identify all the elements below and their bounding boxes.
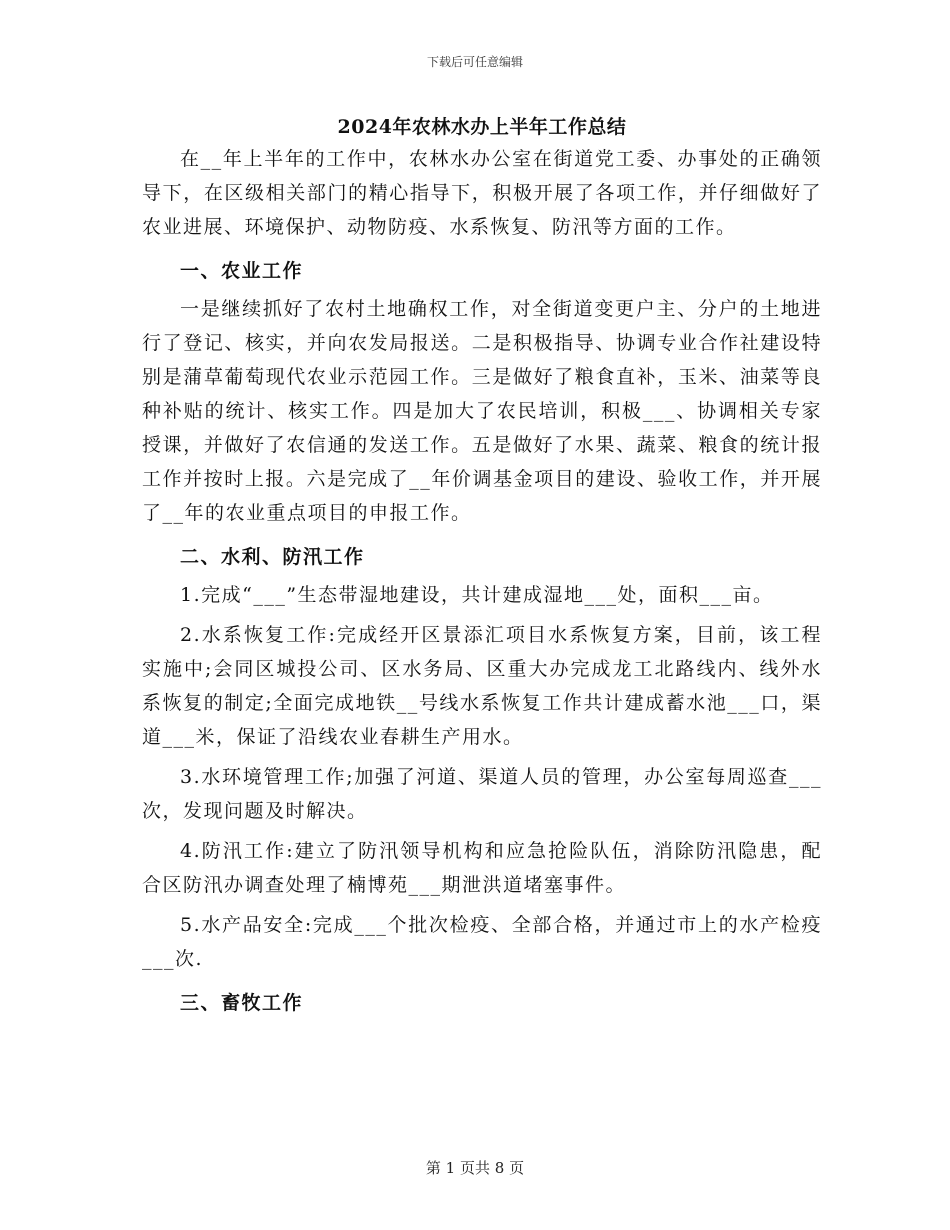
header-note: 下载后可任意编辑 <box>426 55 523 69</box>
agriculture-paragraph: 一是继续抓好了农村土地确权工作，对全街道变更户主、分户的土地进行了登记、核实，并向农发局报送。二是积极指导、协调专业合作社建设特别是蒲草葡萄现代农业示范园工作。三是做好了粮食直补，玉米、油菜等良种补贴的统计、核实工作。四是加大了农民培训，积极___、协调相关专家授课，并做好了农信通的发送工作。五是做好了水果、蔬菜、粮食的统计报工作并按时上报。六是完成了__年价调基金项目的建设、验收工作，并开展了__年的农业重点项目的申报工作。 <box>142 298 822 524</box>
page-number: 第 1 页共 8 页 <box>425 1159 525 1177</box>
intro-paragraph: 在__年上半年的工作中，农林水办公室在街道党工委、办事处的正确领导下，在区级相关部门的精心指导下，积极开展了各项工作，并仔细做好了农业进展、环境保护、动物防疫、水系恢复、防汛等方面的工作。 <box>142 148 822 238</box>
section-heading-agriculture: 一、农业工作 <box>180 260 304 282</box>
section-heading-water-flood: 二、水利、防汛工作 <box>180 546 365 568</box>
water-item-2: 2.水系恢复工作:完成经开区景添汇项目水系恢复方案，目前，该工程实施中;会同区城投公司、区水务局、区重大办完成龙工北路线内、线外水系恢复的制定;全面完成地铁__号线水系恢复工作共计建成蓄水池___口，渠道___米，保证了沿线农业春耕生产用水。 <box>142 624 822 748</box>
water-item-5: 5.水产品安全:完成___个批次检疫、全部合格，并通过市上的水产检疫___次. <box>142 914 822 970</box>
document-body <box>142 112 822 1024</box>
water-item-3: 3.水环境管理工作;加强了河道、渠道人员的管理，办公室每周巡查___次，发现问题及时解决。 <box>142 766 822 822</box>
water-item-4: 4.防汛工作:建立了防汛领导机构和应急抢险队伍，消除防汛隐患，配合区防汛办调查处理了楠博苑___期泄洪道堵塞事件。 <box>142 840 822 896</box>
section-heading-livestock: 三、畜牧工作 <box>180 992 304 1014</box>
document-title: 2024年农林水办上半年工作总结 <box>337 116 627 138</box>
water-item-1: 1.完成“___”生态带湿地建设，共计建成湿地___处，面积___亩。 <box>180 584 774 606</box>
